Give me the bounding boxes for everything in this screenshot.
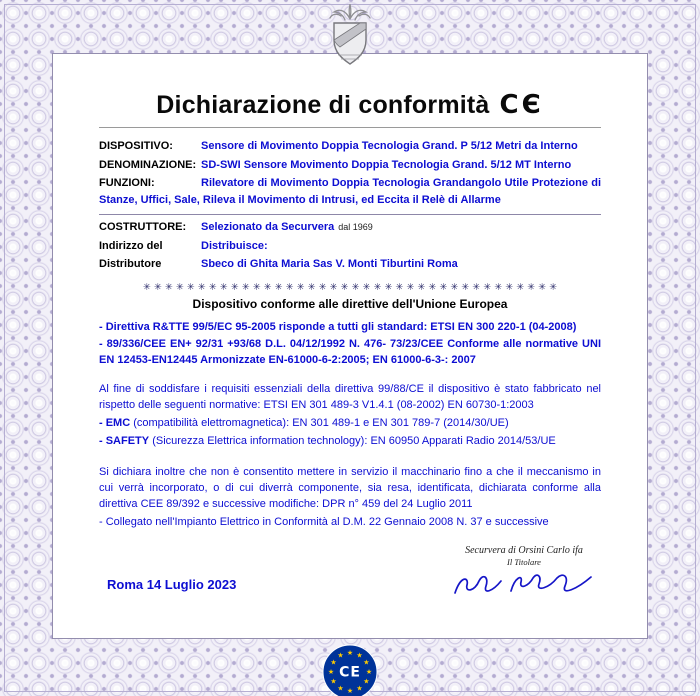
field-value-dispositivo: Sensore di Movimento Doppia Tecnologia Grand. P 5/12 Metri da Interno bbox=[201, 140, 578, 152]
crest-graphic bbox=[317, 3, 383, 77]
directive-line-2: - 89/336/CEE EN+ 92/31 +93/68 D.L. 04/12/1992 N. 476- 73/23/CEE Conforme alle normative UNI EN 12453-EN12445 Armonizzate EN-61000-6-2:2005; EN 61000-6-3-: 2007 bbox=[99, 338, 601, 367]
handwritten-signature bbox=[449, 569, 599, 608]
field-label-funzioni: FUNZIONI: bbox=[99, 177, 155, 189]
field-denominazione bbox=[99, 157, 601, 174]
eu-star-icon: ★ bbox=[327, 668, 335, 676]
emc-label: - EMC bbox=[99, 417, 131, 430]
declaration-text: Si dichiara inoltre che non è consentito mettere in servizio il macchinario fino a che il meccanismo in cui verrà incorporato, o di cui diverrà componente, sia resa, identificata, dichiarata conforme alla direttiva CEE 89/392 e successive modifiche: DPR n° 459 del 24 Luglio 2011 bbox=[99, 466, 601, 510]
signatory-role: Il Titolare bbox=[507, 556, 541, 567]
compliance-safety-line bbox=[99, 434, 601, 450]
field-label-distributore: Distributore bbox=[99, 258, 162, 270]
signature-stroke bbox=[449, 569, 599, 603]
eu-star-icon: ★ bbox=[346, 649, 354, 657]
directives-heading: Dispositivo conforme alle direttive dell'Unione Europea bbox=[192, 296, 508, 311]
field-value-indirizzo: Distribuisce: bbox=[201, 239, 268, 252]
compliance-emc-line bbox=[99, 416, 601, 432]
stars-separator: ✳ ✳ ✳ ✳ ✳ ✳ ✳ ✳ ✳ ✳ ✳ ✳ ✳ ✳ ✳ ✳ ✳ ✳ ✳ ✳ ✳ ✳ ✳ ✳ ✳ ✳ ✳ ✳ ✳ ✳ ✳ ✳ ✳ ✳ ✳ ✳ ✳ ✳ bbox=[142, 281, 558, 293]
eu-star-icon: ★ bbox=[365, 668, 373, 676]
eu-star-icon: ★ bbox=[337, 651, 344, 660]
field-value-costruttore: Selezionato da Securvera bbox=[201, 221, 335, 233]
field-suffix-dal-1969: dal 1969 bbox=[338, 222, 373, 232]
emc-text: (compatibilità elettromagnetica): EN 301 489-1 e EN 301 789-7 (2014/30/UE) bbox=[133, 417, 509, 430]
field-value-denominazione: SD-SWI Sensore Movimento Doppia Tecnologia Grand. 5/12 MT Interno bbox=[201, 158, 572, 171]
eu-star-icon: ★ bbox=[356, 684, 363, 693]
eu-star-icon: ★ bbox=[356, 651, 363, 660]
eu-star-icon: ★ bbox=[330, 658, 337, 667]
field-costruttore bbox=[99, 219, 601, 236]
declaration-extra: - Collegato nell'Impianto Elettrico in Conformità al D.M. 22 Gennaio 2008 N. 37 e successive bbox=[99, 515, 549, 528]
certificate-title: Dichiarazione di conformità bbox=[156, 91, 490, 119]
separator-rule bbox=[99, 214, 601, 215]
eu-star-icon: ★ bbox=[363, 658, 370, 667]
directive-line-1: - Direttiva R&TTE 99/5/EC 95-2005 risponde a tutti gli standard: ETSI EN 300 220-1 (04-2008) bbox=[99, 320, 577, 333]
field-label-indirizzo: Indirizzo del bbox=[99, 239, 163, 252]
device-fields bbox=[99, 138, 601, 273]
field-label-dispositivo: DISPOSITIVO: bbox=[99, 140, 173, 152]
bottom-area bbox=[99, 545, 601, 633]
directives-block bbox=[99, 320, 601, 370]
safety-label: - SAFETY bbox=[99, 435, 150, 448]
declaration-block bbox=[99, 465, 601, 531]
issue-date: Roma 14 Luglio 2023 bbox=[107, 576, 237, 592]
eu-flag-icon bbox=[322, 644, 378, 696]
ce-mark: CЄ bbox=[499, 90, 544, 120]
compliance-block bbox=[99, 382, 601, 450]
eu-badge-ce-text: CE bbox=[339, 664, 361, 681]
signatory-name: Securvera di Orsini Carlo ifa bbox=[465, 544, 583, 556]
crest-coat-of-arms-icon bbox=[317, 3, 383, 82]
title-row bbox=[99, 90, 601, 128]
field-label-costruttore: COSTRUTTORE: bbox=[99, 221, 187, 233]
certificate-body bbox=[52, 53, 648, 639]
field-value-funzioni: Rilevatore di Movimento Doppia Tecnologia Grandangolo Utile Protezione di Stanze, Uffici, Sale, Rileva il Movimento di Intrusi, ed Eccita il Relè di Allarme bbox=[99, 177, 601, 206]
signature-block bbox=[449, 545, 599, 608]
field-value-distributore: Sbeco di Ghita Maria Sas V. Monti Tiburtini Roma bbox=[201, 258, 458, 270]
compliance-intro: Al fine di soddisfare i requisiti essenziali della direttiva 99/88/CE il dispositivo è stato fabbricato nel rispetto delle seguenti normative: ETSI EN 301 489-3 V1.4.1 (08-2002) EN 60730-1:2003 bbox=[99, 383, 601, 412]
field-label-denominazione: DENOMINAZIONE: bbox=[99, 158, 197, 171]
field-indirizzo bbox=[99, 238, 601, 255]
eu-star-icon: ★ bbox=[346, 687, 354, 695]
eu-star-icon: ★ bbox=[363, 677, 370, 686]
field-funzioni bbox=[99, 175, 601, 208]
field-distributore bbox=[99, 256, 601, 273]
safety-text: (Sicurezza Elettrica information technology): EN 60950 Apparati Radio 2014/53/UE bbox=[152, 435, 556, 448]
eu-star-icon: ★ bbox=[337, 684, 344, 693]
field-dispositivo bbox=[99, 138, 601, 155]
eu-ce-badge bbox=[322, 644, 378, 696]
eu-star-icon: ★ bbox=[330, 677, 337, 686]
